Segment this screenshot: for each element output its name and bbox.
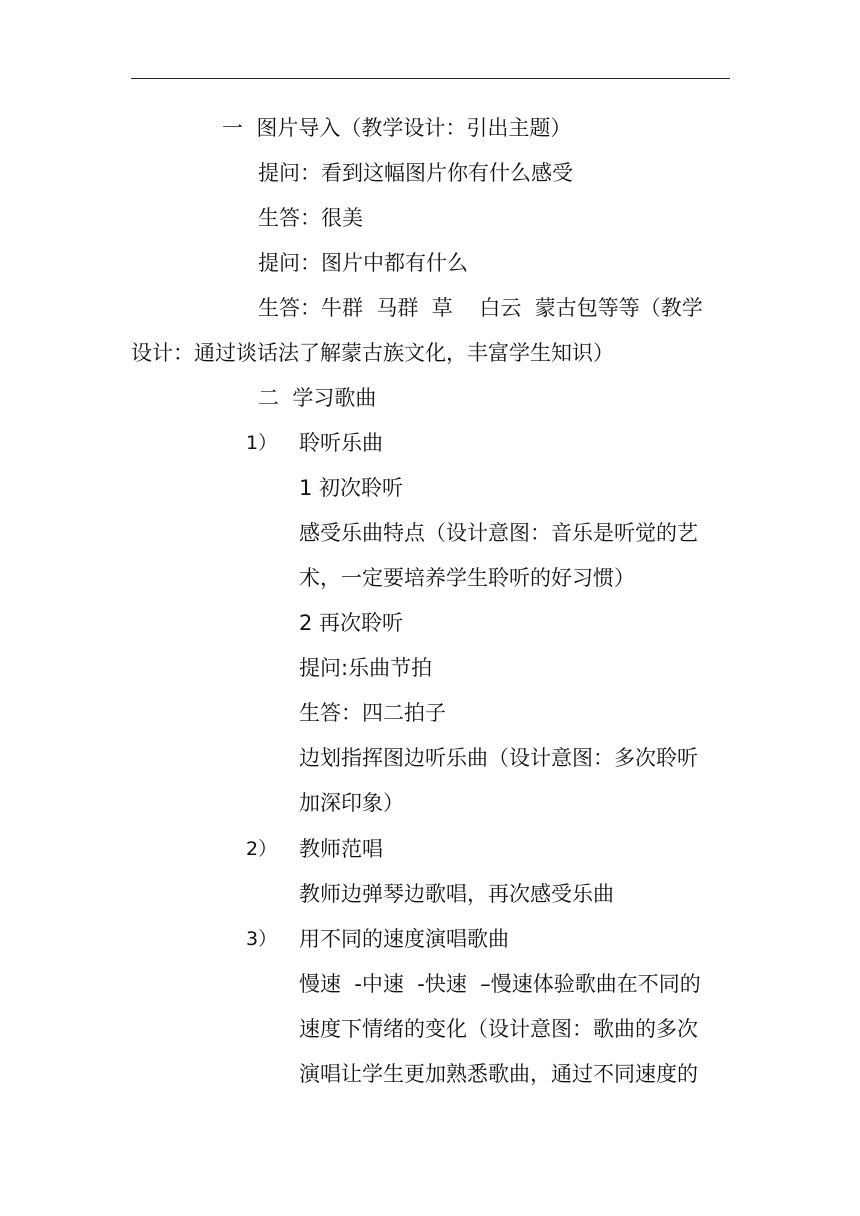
answer-line: 生答：很美 [258,206,363,230]
question-line: 提问：图片中都有什么 [258,251,468,275]
question-line: 提问：看到这幅图片你有什么感受 [258,161,573,185]
body-line: 加深印象） [299,791,404,815]
answer-line: 生答：牛群 马群 草 白云 蒙古包等等（教学 [258,296,703,320]
list-item-title: 用不同的速度演唱歌曲 [299,927,509,951]
body-line: 速度下情绪的变化（设计意图：歌曲的多次 [299,1017,698,1041]
body-line: 生答：四二拍子 [299,701,446,725]
body-line: 慢速 -中速 -快速 –慢速体验歌曲在不同的 [299,972,701,996]
body-line: 术，一定要培养学生聆听的好习惯） [299,566,635,590]
list-item-title: 聆听乐曲 [299,431,383,455]
body-line: 边划指挥图边听乐曲（设计意图：多次聆听 [299,746,698,770]
list-item-title: 教师范唱 [299,837,383,861]
list-number: 3） [246,928,278,950]
list-number: 1） [246,432,278,454]
section2-heading: 二 学习歌曲 [258,386,377,410]
body-line: 感受乐曲特点（设计意图：音乐是听觉的艺 [299,521,698,545]
body-line: 提问:乐曲节拍 [299,656,433,680]
section1-heading: 一 图片导入（教学设计：引出主题） [222,116,572,140]
answer-line-continued: 设计：通过谈话法了解蒙古族文化，丰富学生知识） [131,341,614,365]
header-rule [131,78,730,79]
list-number: 2） [246,838,278,860]
body-line: 教师边弹琴边歌唱，再次感受乐曲 [299,882,614,906]
body-line: 1 初次聆听 [299,476,404,500]
body-line: 2 再次聆听 [299,611,404,635]
body-line: 演唱让学生更加熟悉歌曲，通过不同速度的 [299,1062,698,1086]
